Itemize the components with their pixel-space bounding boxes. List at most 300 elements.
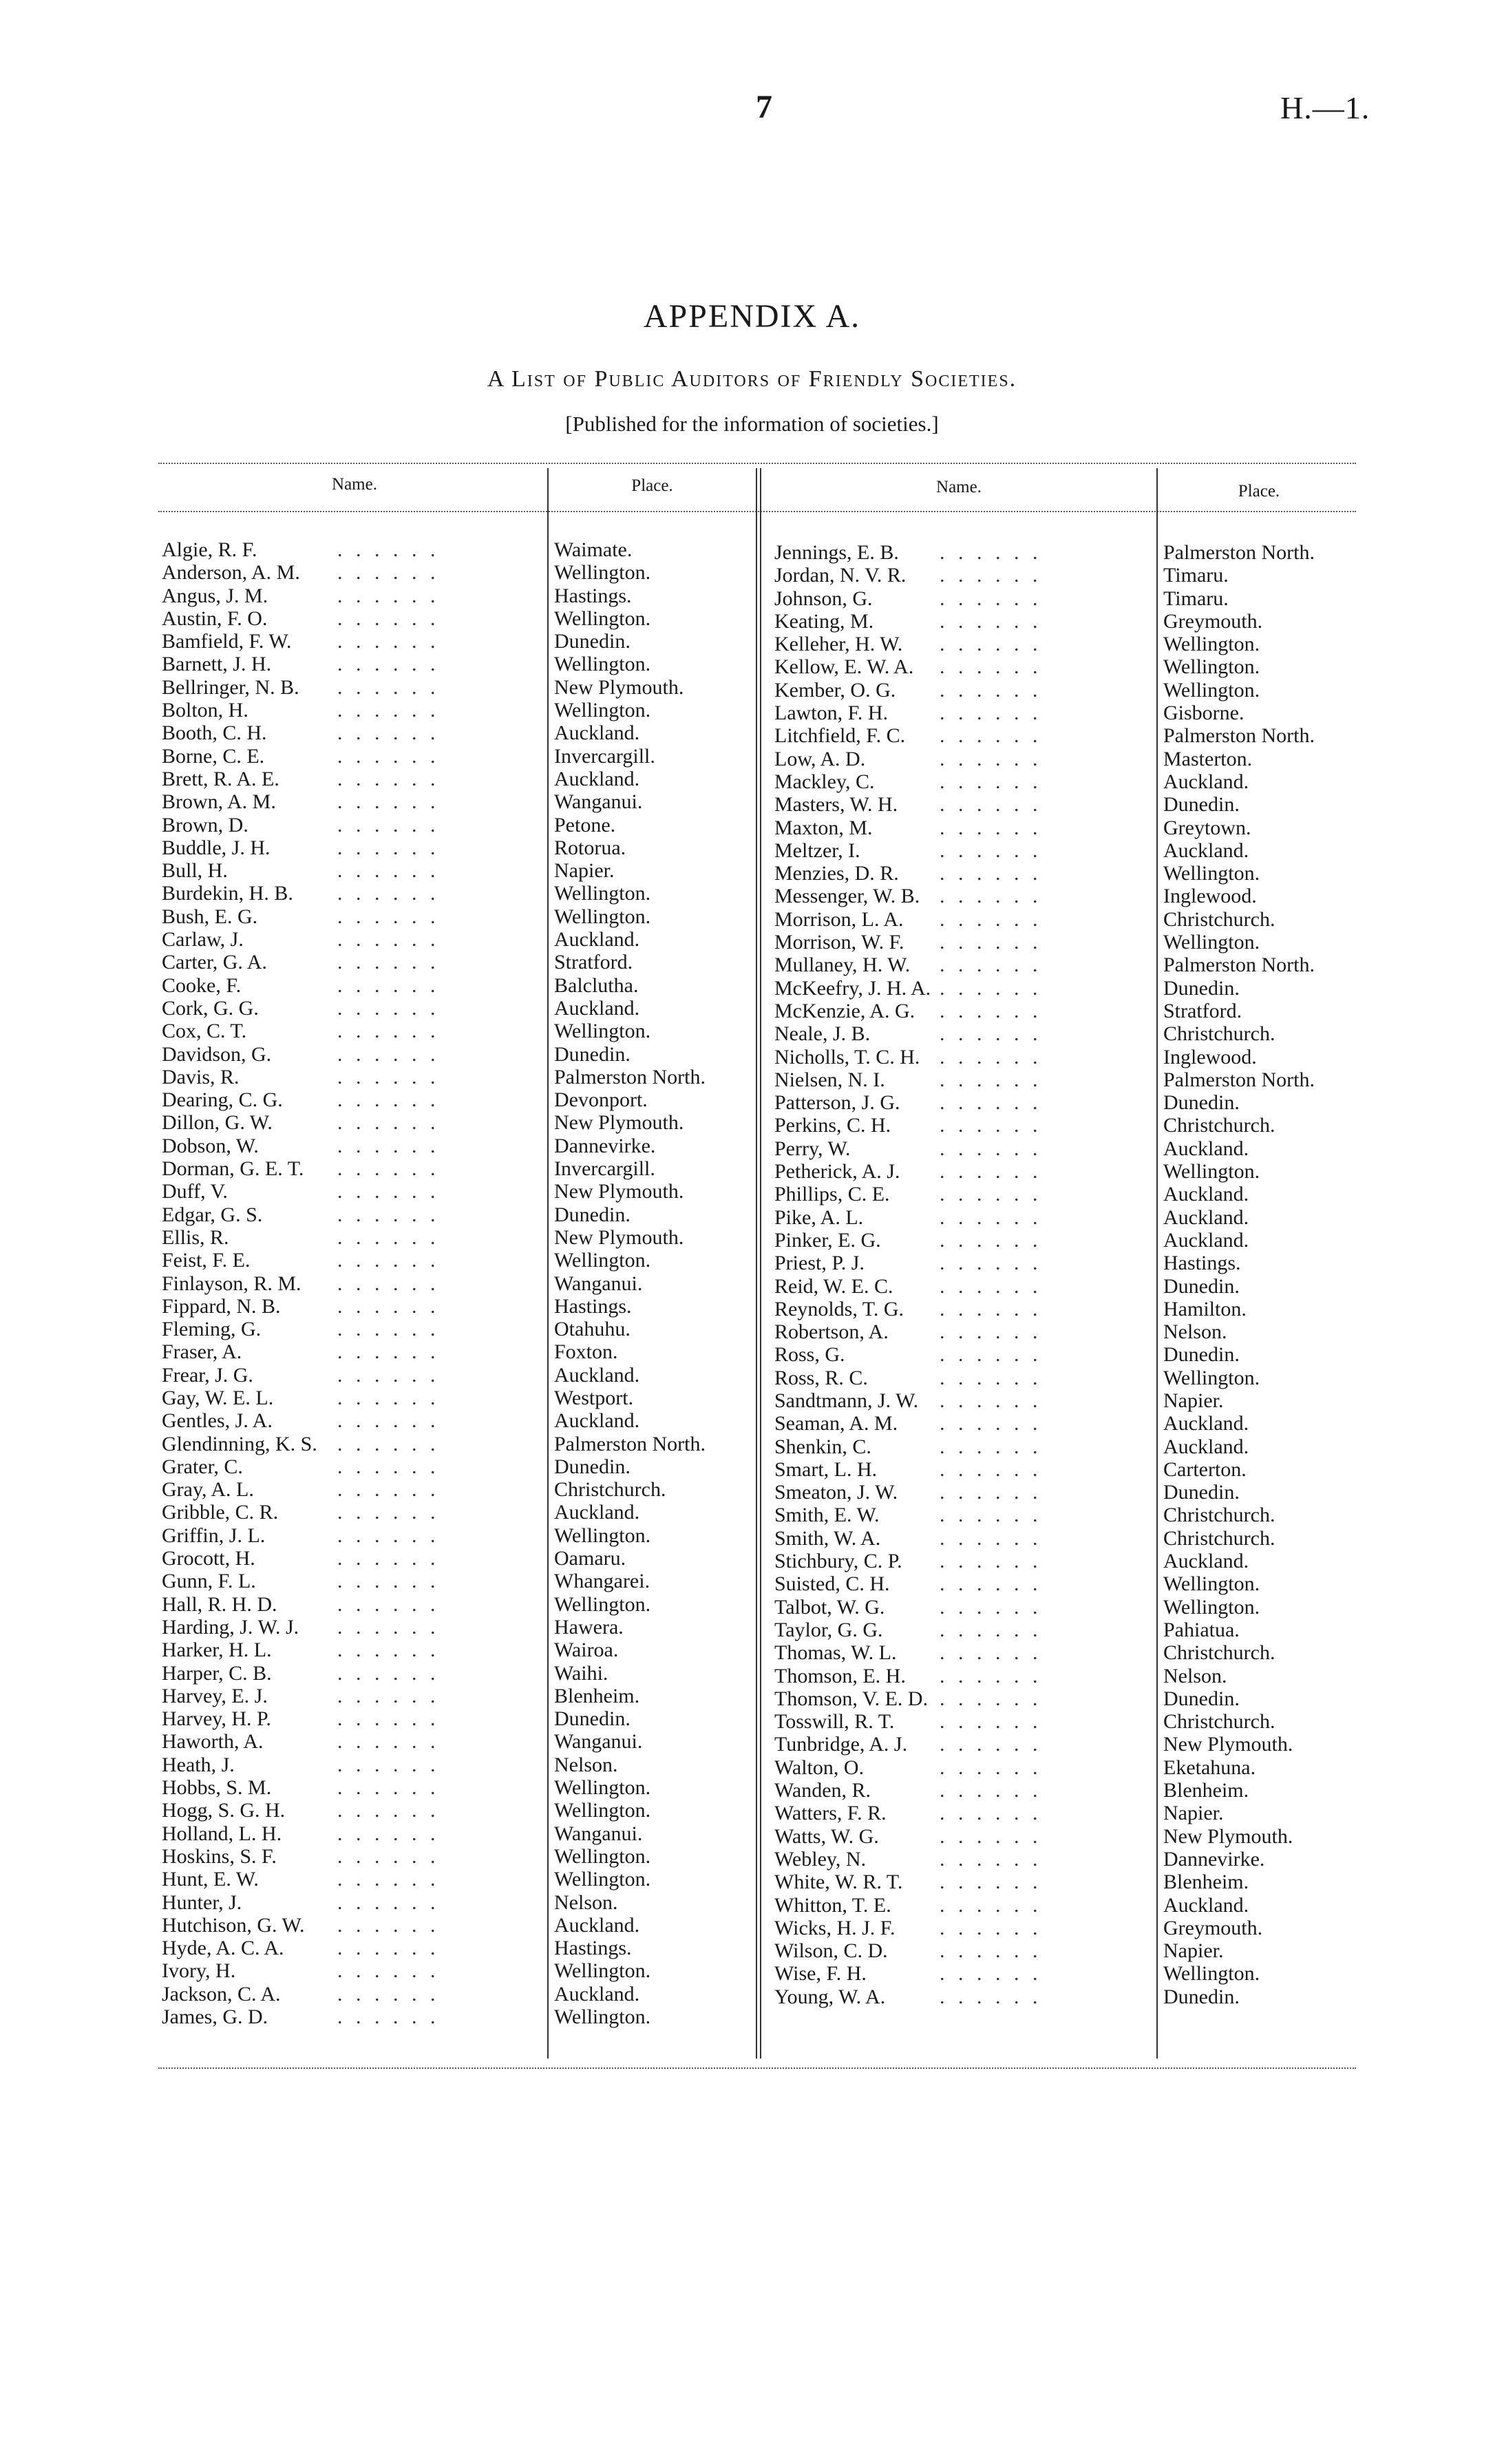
- dot-leader: . . . . . .: [940, 541, 1042, 564]
- column-divider: [756, 468, 757, 2058]
- auditor-name: Pike, A. L.: [774, 1205, 864, 1229]
- dot-leader: . . . . . .: [337, 1363, 440, 1387]
- auditor-name: Dobson, W.: [162, 1134, 259, 1157]
- dot-leader: . . . . . .: [337, 1615, 440, 1639]
- auditor-name: Booth, C. H.: [162, 722, 267, 745]
- dot-leader: . . . . . .: [337, 1157, 440, 1181]
- auditor-name: Buddle, J. H.: [162, 836, 271, 859]
- auditor-place: Otahuhu.: [554, 1318, 631, 1341]
- auditor-place: Dunedin.: [1163, 1481, 1240, 1504]
- auditor-name: Masters, W. H.: [774, 793, 898, 817]
- dot-leader: . . . . . .: [940, 816, 1042, 839]
- auditor-place: Dunedin.: [1163, 1343, 1240, 1367]
- list-item: [162, 1891, 754, 1914]
- auditor-place: Wellington.: [1163, 862, 1260, 885]
- dot-leader: . . . . . .: [337, 951, 440, 974]
- auditor-name: Grater, C.: [162, 1455, 243, 1478]
- dot-leader: . . . . . .: [940, 1962, 1042, 1986]
- auditor-place: Auckland.: [1163, 1228, 1249, 1252]
- auditor-name: Petherick, A. J.: [774, 1160, 900, 1183]
- auditor-place: Westport.: [554, 1386, 634, 1409]
- auditor-place: Invercargill.: [554, 1157, 655, 1181]
- auditor-place: Wellington.: [554, 1799, 651, 1822]
- dot-leader: . . . . . .: [337, 2005, 440, 2028]
- dot-leader: . . . . . .: [337, 538, 440, 561]
- list-item: [774, 1802, 1359, 1824]
- list-item: [774, 1298, 1359, 1320]
- auditor-name: Watters, F. R.: [774, 1802, 887, 1825]
- auditor-place: Inglewood.: [1163, 1045, 1257, 1068]
- auditor-place: Greytown.: [1163, 816, 1251, 839]
- auditor-place: Hastings.: [554, 584, 632, 607]
- auditor-place: Auckland.: [1163, 1550, 1249, 1573]
- auditor-name: Low, A. D.: [774, 747, 866, 770]
- auditor-name: Jennings, E. B.: [774, 541, 899, 564]
- dot-leader: . . . . . .: [337, 1639, 440, 1662]
- publication-note: [Published for the information of societies.]: [565, 412, 939, 436]
- dot-leader: . . . . . .: [940, 1756, 1042, 1779]
- dot-leader: . . . . . .: [940, 862, 1042, 885]
- dot-leader: . . . . . .: [940, 1252, 1042, 1275]
- auditor-name: Brett, R. A. E.: [162, 767, 279, 790]
- list-item: [162, 1203, 754, 1226]
- auditor-name: Gay, W. E. L.: [162, 1386, 274, 1409]
- auditor-place: Blenheim.: [1163, 1871, 1249, 1894]
- dot-leader: . . . . . .: [337, 1891, 440, 1914]
- auditor-name: Tosswill, R. T.: [774, 1710, 895, 1734]
- list-item: [774, 1206, 1359, 1229]
- dot-leader: . . . . . .: [940, 1320, 1042, 1344]
- list-item: [774, 1665, 1359, 1687]
- list-item: [774, 748, 1359, 770]
- dot-leader: . . . . . .: [337, 1386, 440, 1409]
- auditor-place: Auckland.: [554, 1982, 640, 2005]
- auditor-place: New Plymouth.: [1163, 1824, 1293, 1848]
- dot-leader: . . . . . .: [337, 1799, 440, 1822]
- dot-leader: . . . . . .: [940, 1618, 1042, 1641]
- auditor-name: Suisted, C. H.: [774, 1572, 890, 1596]
- column-header-place: Place.: [1238, 482, 1280, 501]
- auditor-name: Edgar, G. S.: [162, 1203, 263, 1226]
- auditor-place: Oamaru.: [554, 1547, 626, 1570]
- auditor-name: Brown, D.: [162, 813, 248, 836]
- list-item: [162, 630, 754, 653]
- dot-leader: . . . . . .: [940, 931, 1042, 954]
- auditor-name: Frear, J. G.: [162, 1363, 253, 1387]
- auditor-place: Timaru.: [1163, 564, 1229, 587]
- auditor-name: Hogg, S. G. H.: [162, 1799, 286, 1822]
- auditor-name: Brown, A. M.: [162, 790, 276, 814]
- column-header-place: Place.: [631, 476, 673, 495]
- auditor-name: Talbot, W. G.: [774, 1595, 885, 1619]
- list-item: [774, 1939, 1359, 1962]
- auditor-place: Hastings.: [1163, 1252, 1241, 1275]
- dot-leader: . . . . . .: [337, 1180, 440, 1203]
- list-item: [162, 1776, 754, 1799]
- dot-leader: . . . . . .: [337, 1684, 440, 1707]
- auditor-place: Eketahuna.: [1163, 1756, 1256, 1779]
- list-item: [774, 1848, 1359, 1871]
- auditor-place: Masterton.: [1163, 747, 1253, 770]
- auditor-name: Hutchison, G. W.: [162, 1913, 305, 1937]
- auditor-name: Feist, F. E.: [162, 1249, 251, 1272]
- auditor-name: Fleming, G.: [162, 1318, 262, 1341]
- auditor-name: Griffin, J. L.: [162, 1524, 266, 1547]
- list-item: [162, 2005, 754, 2028]
- list-item: [774, 1550, 1359, 1572]
- list-item: [162, 1340, 754, 1363]
- dot-leader: . . . . . .: [337, 1409, 440, 1433]
- list-item: [162, 1616, 754, 1639]
- auditor-place: Wairoa.: [554, 1639, 619, 1662]
- list-item: [774, 1871, 1359, 1893]
- auditor-place: Wellington.: [1163, 678, 1260, 702]
- dot-leader: . . . . . .: [337, 1844, 440, 1868]
- dot-leader: . . . . . .: [940, 1068, 1042, 1091]
- auditor-place: Hawera.: [554, 1615, 624, 1639]
- dot-leader: . . . . . .: [940, 907, 1042, 931]
- auditor-place: Christchurch.: [1163, 1114, 1275, 1137]
- auditor-place: Wellington.: [554, 607, 651, 630]
- auditor-name: Burdekin, H. B.: [162, 882, 293, 905]
- list-item: [162, 1959, 754, 1982]
- column-header-name: Name.: [332, 475, 377, 494]
- auditor-name: Harvey, H. P.: [162, 1707, 271, 1731]
- dot-leader: . . . . . .: [940, 1343, 1042, 1367]
- list-item: [162, 1662, 754, 1685]
- dot-leader: . . . . . .: [940, 839, 1042, 862]
- list-item: [162, 1020, 754, 1042]
- list-item: [162, 814, 754, 836]
- auditor-name: Shenkin, C.: [774, 1435, 871, 1458]
- list-item: [774, 1343, 1359, 1366]
- auditor-place: Wellington.: [1163, 1160, 1260, 1183]
- right-auditor-list: [774, 541, 1359, 2008]
- auditor-name: Pinker, E. G.: [774, 1228, 881, 1252]
- auditor-place: Inglewood.: [1163, 885, 1257, 908]
- auditor-name: Bolton, H.: [162, 699, 248, 722]
- auditor-name: Dillon, G. W.: [162, 1111, 273, 1135]
- auditor-name: Gunn, F. L.: [162, 1570, 256, 1593]
- dot-leader: . . . . . .: [337, 1547, 440, 1570]
- dot-leader: . . . . . .: [337, 813, 440, 836]
- column-divider: [760, 468, 761, 2058]
- auditor-name: Nicholls, T. C. H.: [774, 1045, 920, 1068]
- auditor-place: Nelson.: [554, 1891, 618, 1914]
- auditor-place: Wellington.: [554, 882, 651, 905]
- dot-leader: . . . . . .: [337, 1203, 440, 1226]
- auditor-name: Hunter, J.: [162, 1891, 242, 1914]
- list-item: [162, 928, 754, 951]
- list-item: [774, 1229, 1359, 1252]
- list-item: [774, 1619, 1359, 1641]
- dot-leader: . . . . . .: [940, 1160, 1042, 1183]
- dot-leader: . . . . . .: [940, 1664, 1042, 1687]
- list-item: [162, 1272, 754, 1295]
- auditor-place: Dunedin.: [1163, 793, 1240, 817]
- list-item: [774, 1917, 1359, 1939]
- list-item: [774, 1756, 1359, 1779]
- auditor-name: Jackson, C. A.: [162, 1982, 281, 2005]
- dot-leader: . . . . . .: [940, 1435, 1042, 1458]
- auditor-name: Nielsen, N. I.: [774, 1068, 885, 1091]
- list-item: [774, 977, 1359, 1000]
- dot-leader: . . . . . .: [337, 1249, 440, 1272]
- auditor-place: Auckland.: [1163, 1137, 1249, 1160]
- dot-leader: . . . . . .: [940, 976, 1042, 1000]
- auditor-name: Davis, R.: [162, 1065, 240, 1088]
- auditor-place: Nelson.: [554, 1753, 618, 1776]
- auditor-place: Wellington.: [554, 1868, 651, 1891]
- list-item: [774, 1367, 1359, 1389]
- auditor-name: Heath, J.: [162, 1753, 235, 1776]
- auditor-place: Wellington.: [1163, 1572, 1260, 1596]
- dot-leader: . . . . . .: [337, 1570, 440, 1593]
- dot-leader: . . . . . .: [337, 1753, 440, 1776]
- dot-leader: . . . . . .: [940, 1893, 1042, 1917]
- auditor-name: Wanden, R.: [774, 1779, 871, 1802]
- list-item: [774, 1527, 1359, 1550]
- auditor-name: Carlaw, J.: [162, 928, 244, 951]
- list-item: [162, 1937, 754, 1959]
- auditor-place: Dunedin.: [554, 630, 631, 653]
- auditor-place: Auckland.: [554, 722, 640, 745]
- auditor-place: Hamilton.: [1163, 1297, 1247, 1320]
- auditor-place: New Plymouth.: [1163, 1733, 1293, 1756]
- table-bottom-rule: [158, 2067, 1356, 2069]
- auditor-name: Smart, L. H.: [774, 1457, 878, 1481]
- list-item: [162, 1066, 754, 1088]
- auditor-place: Palmerston North.: [554, 1065, 706, 1088]
- auditor-place: Christchurch.: [1163, 1710, 1275, 1734]
- auditor-place: Wellington.: [554, 1249, 651, 1272]
- auditor-name: Whitton, T. E.: [774, 1893, 891, 1917]
- dot-leader: . . . . . .: [940, 678, 1042, 702]
- dot-leader: . . . . . .: [940, 1939, 1042, 1963]
- dot-leader: . . . . . .: [940, 1091, 1042, 1115]
- dot-leader: . . . . . .: [337, 1822, 440, 1845]
- dot-leader: . . . . . .: [940, 609, 1042, 633]
- list-item: [162, 836, 754, 859]
- auditor-name: Robertson, A.: [774, 1320, 889, 1344]
- dot-leader: . . . . . .: [940, 1228, 1042, 1252]
- auditor-name: Messenger, W. B.: [774, 885, 920, 908]
- dot-leader: . . . . . .: [337, 1088, 440, 1112]
- auditor-place: Devonport.: [554, 1088, 648, 1112]
- dot-leader: . . . . . .: [940, 564, 1042, 587]
- auditor-place: Napier.: [1163, 1939, 1224, 1963]
- auditor-place: Dunedin.: [554, 1203, 631, 1226]
- dot-leader: . . . . . .: [337, 744, 440, 768]
- auditor-place: Hastings.: [554, 1937, 632, 1960]
- list-item: [162, 974, 754, 997]
- list-item: [774, 702, 1359, 724]
- list-item: [162, 1088, 754, 1111]
- dot-leader: . . . . . .: [337, 996, 440, 1020]
- auditor-place: Wellington.: [554, 561, 651, 585]
- auditor-name: Ross, R. C.: [774, 1366, 868, 1389]
- list-item: [162, 1111, 754, 1134]
- auditor-place: Auckland.: [554, 1363, 640, 1387]
- auditor-name: Ivory, H.: [162, 1959, 236, 1983]
- auditor-name: Sandtmann, J. W.: [774, 1389, 919, 1412]
- auditor-place: Waihi.: [554, 1661, 608, 1685]
- dot-leader: . . . . . .: [337, 1730, 440, 1754]
- auditor-name: Tunbridge, A. J.: [774, 1733, 908, 1756]
- auditor-name: Hobbs, S. M.: [162, 1776, 272, 1800]
- auditor-place: Balclutha.: [554, 973, 639, 997]
- auditor-place: Blenheim.: [1163, 1779, 1249, 1802]
- auditor-name: Perkins, C. H.: [774, 1114, 891, 1137]
- list-item: [774, 724, 1359, 747]
- list-item: [162, 1295, 754, 1318]
- dot-leader: . . . . . .: [940, 793, 1042, 817]
- auditor-name: Menzies, D. R.: [774, 862, 899, 885]
- auditor-name: Fraser, A.: [162, 1340, 242, 1364]
- dot-leader: . . . . . .: [940, 1733, 1042, 1756]
- list-item: [774, 1389, 1359, 1412]
- auditor-place: Dunedin.: [554, 1707, 631, 1731]
- auditor-place: Carterton.: [1163, 1457, 1247, 1481]
- dot-leader: . . . . . .: [337, 1318, 440, 1341]
- dot-leader: . . . . . .: [940, 1847, 1042, 1871]
- auditor-place: New Plymouth.: [554, 1180, 684, 1203]
- list-item: [774, 862, 1359, 885]
- list-item: [162, 1593, 754, 1616]
- dot-leader: . . . . . .: [940, 1526, 1042, 1550]
- list-item: [774, 1114, 1359, 1137]
- auditor-name: Haworth, A.: [162, 1730, 264, 1754]
- list-item: [774, 633, 1359, 655]
- dot-leader: . . . . . .: [940, 770, 1042, 793]
- auditor-name: Finlayson, R. M.: [162, 1272, 301, 1295]
- dot-leader: . . . . . .: [940, 1802, 1042, 1825]
- auditor-place: New Plymouth.: [554, 1225, 684, 1249]
- list-item: [774, 793, 1359, 816]
- dot-leader: . . . . . .: [940, 999, 1042, 1022]
- dot-leader: . . . . . .: [337, 1134, 440, 1157]
- auditor-place: Auckland.: [1163, 1205, 1249, 1229]
- list-item: [162, 699, 754, 722]
- auditor-name: Kellow, E. W. A.: [774, 655, 914, 679]
- auditor-place: Pahiatua.: [1163, 1618, 1240, 1641]
- list-item: [162, 722, 754, 744]
- list-item: [162, 1754, 754, 1776]
- auditor-place: Rotorua.: [554, 836, 626, 859]
- auditor-name: White, W. R. T.: [774, 1871, 903, 1894]
- list-item: [162, 1914, 754, 1937]
- auditor-name: Gentles, J. A.: [162, 1409, 273, 1433]
- list-item: [774, 817, 1359, 839]
- auditor-name: Meltzer, I.: [774, 839, 860, 862]
- auditor-name: Smeaton, J. W.: [774, 1481, 898, 1504]
- list-item: [774, 541, 1359, 564]
- dot-leader: . . . . . .: [940, 1297, 1042, 1320]
- auditor-place: Dannevirke.: [1163, 1847, 1265, 1871]
- auditor-name: Thomson, V. E. D.: [774, 1687, 929, 1710]
- list-item: [162, 1639, 754, 1661]
- dot-leader: . . . . . .: [337, 1432, 440, 1455]
- auditor-place: Auckland.: [1163, 839, 1249, 862]
- appendix-title: APPENDIX A.: [643, 298, 861, 335]
- auditor-name: Phillips, C. E.: [774, 1183, 890, 1206]
- auditor-name: Seaman, A. M.: [774, 1412, 898, 1435]
- auditor-name: Cox, C. T.: [162, 1020, 247, 1043]
- auditor-name: Neale, J. B.: [774, 1022, 871, 1046]
- auditor-place: Dannevirke.: [554, 1134, 656, 1157]
- dot-leader: . . . . . .: [940, 1550, 1042, 1573]
- list-item: [162, 1524, 754, 1547]
- auditor-name: Stichbury, C. P.: [774, 1550, 902, 1573]
- left-auditor-list: [162, 538, 754, 2028]
- dot-leader: . . . . . .: [337, 1478, 440, 1502]
- list-item: [774, 1000, 1359, 1022]
- list-item: [774, 1412, 1359, 1435]
- list-subtitle: A List of Public Auditors of Friendly Societies.: [487, 366, 1017, 392]
- auditor-place: Palmerston North.: [1163, 1068, 1315, 1091]
- list-item: [162, 561, 754, 584]
- auditor-place: Dunedin.: [554, 1042, 631, 1066]
- list-item: [162, 653, 754, 675]
- auditor-name: Ellis, R.: [162, 1225, 229, 1249]
- list-item: [774, 1572, 1359, 1595]
- auditor-name: Dearing, C. G.: [162, 1088, 283, 1112]
- auditor-name: Mullaney, H. W.: [774, 954, 911, 977]
- auditor-place: Palmerston North.: [1163, 954, 1315, 977]
- auditor-name: Reid, W. E. C.: [774, 1274, 893, 1298]
- auditor-place: Whangarei.: [554, 1570, 650, 1593]
- auditor-place: Auckland.: [554, 928, 640, 951]
- auditor-place: Hastings.: [554, 1294, 632, 1318]
- auditor-place: Palmerston North.: [554, 1432, 706, 1455]
- dot-leader: . . . . . .: [337, 859, 440, 883]
- list-item: [774, 587, 1359, 610]
- dot-leader: . . . . . .: [337, 675, 440, 699]
- list-item: [774, 1046, 1359, 1068]
- dot-leader: . . . . . .: [940, 655, 1042, 679]
- list-item: [162, 859, 754, 882]
- auditor-name: Angus, J. M.: [162, 584, 268, 607]
- auditor-name: Gray, A. L.: [162, 1478, 254, 1502]
- auditor-name: Perry, W.: [774, 1137, 851, 1160]
- dot-leader: . . . . . .: [337, 767, 440, 790]
- dot-leader: . . . . . .: [940, 1274, 1042, 1298]
- dot-leader: . . . . . .: [940, 1871, 1042, 1894]
- auditor-name: Hall, R. H. D.: [162, 1592, 277, 1616]
- list-item: [162, 1157, 754, 1180]
- auditor-place: Wellington.: [554, 1844, 651, 1868]
- auditor-name: Kelleher, H. W.: [774, 633, 903, 656]
- auditor-place: Greymouth.: [1163, 609, 1263, 633]
- dot-leader: . . . . . .: [337, 1065, 440, 1088]
- auditor-name: Hunt, E. W.: [162, 1868, 259, 1891]
- auditor-place: Nelson.: [1163, 1664, 1227, 1687]
- auditor-place: Dunedin.: [1163, 1274, 1240, 1298]
- dot-leader: . . . . . .: [940, 1595, 1042, 1619]
- auditor-name: Cork, G. G.: [162, 996, 259, 1020]
- auditor-name: Harding, J. W. J.: [162, 1615, 299, 1639]
- list-item: [774, 655, 1359, 678]
- list-item: [774, 1986, 1359, 2008]
- auditor-place: Dunedin.: [1163, 1687, 1240, 1710]
- table-header-rule: [158, 511, 1356, 512]
- auditor-place: Stratford.: [554, 951, 633, 974]
- auditor-place: Wanganui.: [554, 1730, 643, 1754]
- dot-leader: . . . . . .: [940, 1710, 1042, 1734]
- auditor-name: Anderson, A. M.: [162, 561, 300, 585]
- auditor-place: Napier.: [1163, 1389, 1224, 1412]
- list-item: [162, 1822, 754, 1845]
